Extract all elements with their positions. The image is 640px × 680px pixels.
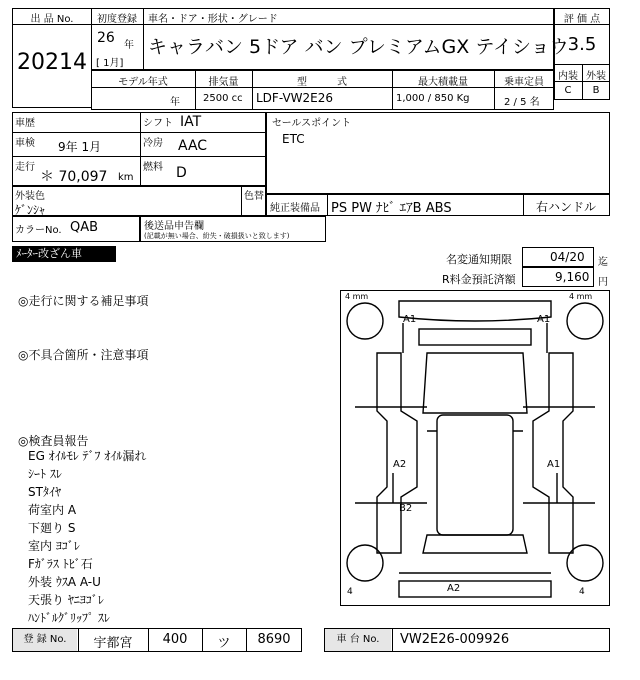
mileage-label: 走行 (15, 162, 35, 173)
shift-label: シフト (143, 118, 173, 129)
inspector-title: ◎検査員報告 (18, 434, 89, 448)
tire-depth-bl: 4 (347, 587, 353, 597)
notice-label: 名変通知期限 (446, 253, 512, 266)
reg-year: 26 (97, 30, 115, 46)
inspector-line: 下廻り S (28, 521, 76, 535)
recycle: 9,160 (555, 270, 590, 284)
sales-point: ETC (282, 132, 305, 146)
ext-color: ｹﾞﾝｼｬ (15, 203, 46, 217)
capacity: 2 / 5 名 (504, 97, 540, 108)
recycle-unit: 円 (598, 277, 608, 288)
max-load: 1,000 / 850 Kg (396, 93, 470, 104)
recycle-label: R料金預託済額 (442, 273, 516, 286)
reg-class: 400 (162, 632, 188, 647)
car-info-label: 車名・ドア・形状・グレード (148, 14, 278, 25)
fuel: D (176, 165, 187, 181)
tire-depth-tl: 4 mm (345, 292, 369, 301)
meter-badge: ﾒｰﾀｰ改ざん車 (12, 246, 116, 262)
post-report-label: 後送品申告欄 (144, 221, 204, 232)
equipment: PS PW ﾅﾋﾞ ｴｱB ABS (331, 201, 452, 216)
tire-front-left-icon (347, 303, 383, 339)
score: 3.5 (567, 34, 597, 55)
exterior-label: 外装 (586, 71, 606, 82)
score-label: 評 価 点 (563, 14, 601, 25)
shift: IAT (180, 114, 202, 130)
notice: 04/20 (550, 250, 585, 264)
inspector-line: 荷室内 A (28, 503, 77, 517)
displacement: 2500 cc (203, 93, 243, 104)
chassis-label: 車 台 No. (325, 629, 391, 651)
max-load-label: 最大積載量 (418, 77, 468, 88)
post-report-note: (記載が無い場合、紛失・破損扱いと致します) (144, 232, 290, 240)
model-year-label: モデル年式 (118, 77, 168, 88)
inspector-line: 室内 ﾖｺﾞﾚ (28, 539, 80, 553)
car-name: キャラバン 5ドア バン プレミアムGX テイショウ (148, 36, 569, 58)
ac: AAC (178, 138, 208, 154)
reg-number: 8690 (257, 632, 291, 647)
reg-no-label: 登 録 No. (13, 629, 77, 651)
displacement-label: 排気量 (208, 77, 239, 88)
inspector-line: ﾊﾝﾄﾞﾙｸﾞﾘｯﾌﾟ ｽﾚ (28, 611, 110, 625)
interior-grade: C (564, 85, 572, 96)
lot-no-label: 出 品 No. (30, 14, 74, 25)
damage-a1-front-right: A1 (537, 314, 551, 325)
repaint-label: 色替 (244, 191, 264, 202)
defect-title: ◎不具合箇所・注意事項 (18, 348, 149, 362)
reg-month: [ 1月] (96, 58, 124, 69)
ext-color-label: 外装色 (15, 191, 45, 202)
damage-a1-right: A1 (547, 459, 561, 470)
damage-a2-left: A2 (393, 459, 407, 470)
damage-diagram (340, 290, 610, 606)
inspection: 9年 1月 (58, 140, 102, 154)
driving-title: ◎走行に関する補足事項 (18, 294, 149, 308)
equipment-label: 純正装備品 (270, 203, 320, 214)
history-label: 車歴 (15, 118, 35, 129)
color-no: QAB (70, 220, 99, 235)
model-year: 年 (170, 97, 180, 108)
ext-color-box (12, 186, 266, 216)
sales-point-label: セールスポイント (272, 118, 352, 129)
mileage-unit: km (118, 172, 134, 183)
reg-area: 宇都宮 (93, 636, 133, 651)
exterior-grade: B (592, 85, 600, 96)
chassis-number: VW2E26-009926 (400, 632, 510, 647)
color-no-label: カラーNo. (15, 225, 62, 236)
reg-kana: ツ (217, 636, 231, 651)
damage-a1-front-left: A1 (403, 314, 417, 325)
ac-label: 冷房 (143, 138, 163, 149)
tire-depth-tr: 4 mm (569, 292, 593, 301)
damage-a2-rear: A2 (447, 583, 461, 594)
capacity-label: 乗車定員 (504, 77, 544, 88)
reg-year-unit: 年 (124, 40, 134, 51)
model-code: LDF-VW2E26 (256, 91, 334, 105)
inspector-line: 天張り ﾔﾆﾖｺﾞﾚ (28, 593, 104, 607)
van-outline (341, 291, 609, 605)
inspector-line: 外装 ｳｽA A-U (28, 575, 101, 589)
model-label: 型 式 (297, 77, 347, 88)
inspector-line: ｼｰﾄ ｽﾚ (28, 467, 62, 481)
tire-depth-br: 4 (579, 587, 585, 597)
inspector-line: Fｶﾞﾗｽ ﾄﾋﾞ石 (28, 557, 93, 571)
notice-unit: 迄 (598, 257, 608, 268)
tire-front-right-icon (567, 303, 603, 339)
fuel-label: 燃料 (143, 162, 163, 173)
inspection-label: 車検 (15, 138, 35, 149)
inspector-line: STﾀｲﾔ (28, 485, 61, 499)
lot-no: 20214 (17, 50, 87, 75)
first-reg-label: 初度登録 (97, 14, 137, 25)
interior-label: 内装 (558, 71, 578, 82)
damage-b2-left: B2 (399, 503, 413, 514)
handle: 右ハンドル (536, 200, 597, 214)
inspector-line: EG ｵｲﾙﾓﾚ ﾃﾞﾌ ｵｲﾙ漏れ (28, 449, 147, 463)
mileage: ＊ 70,097 (40, 169, 108, 185)
